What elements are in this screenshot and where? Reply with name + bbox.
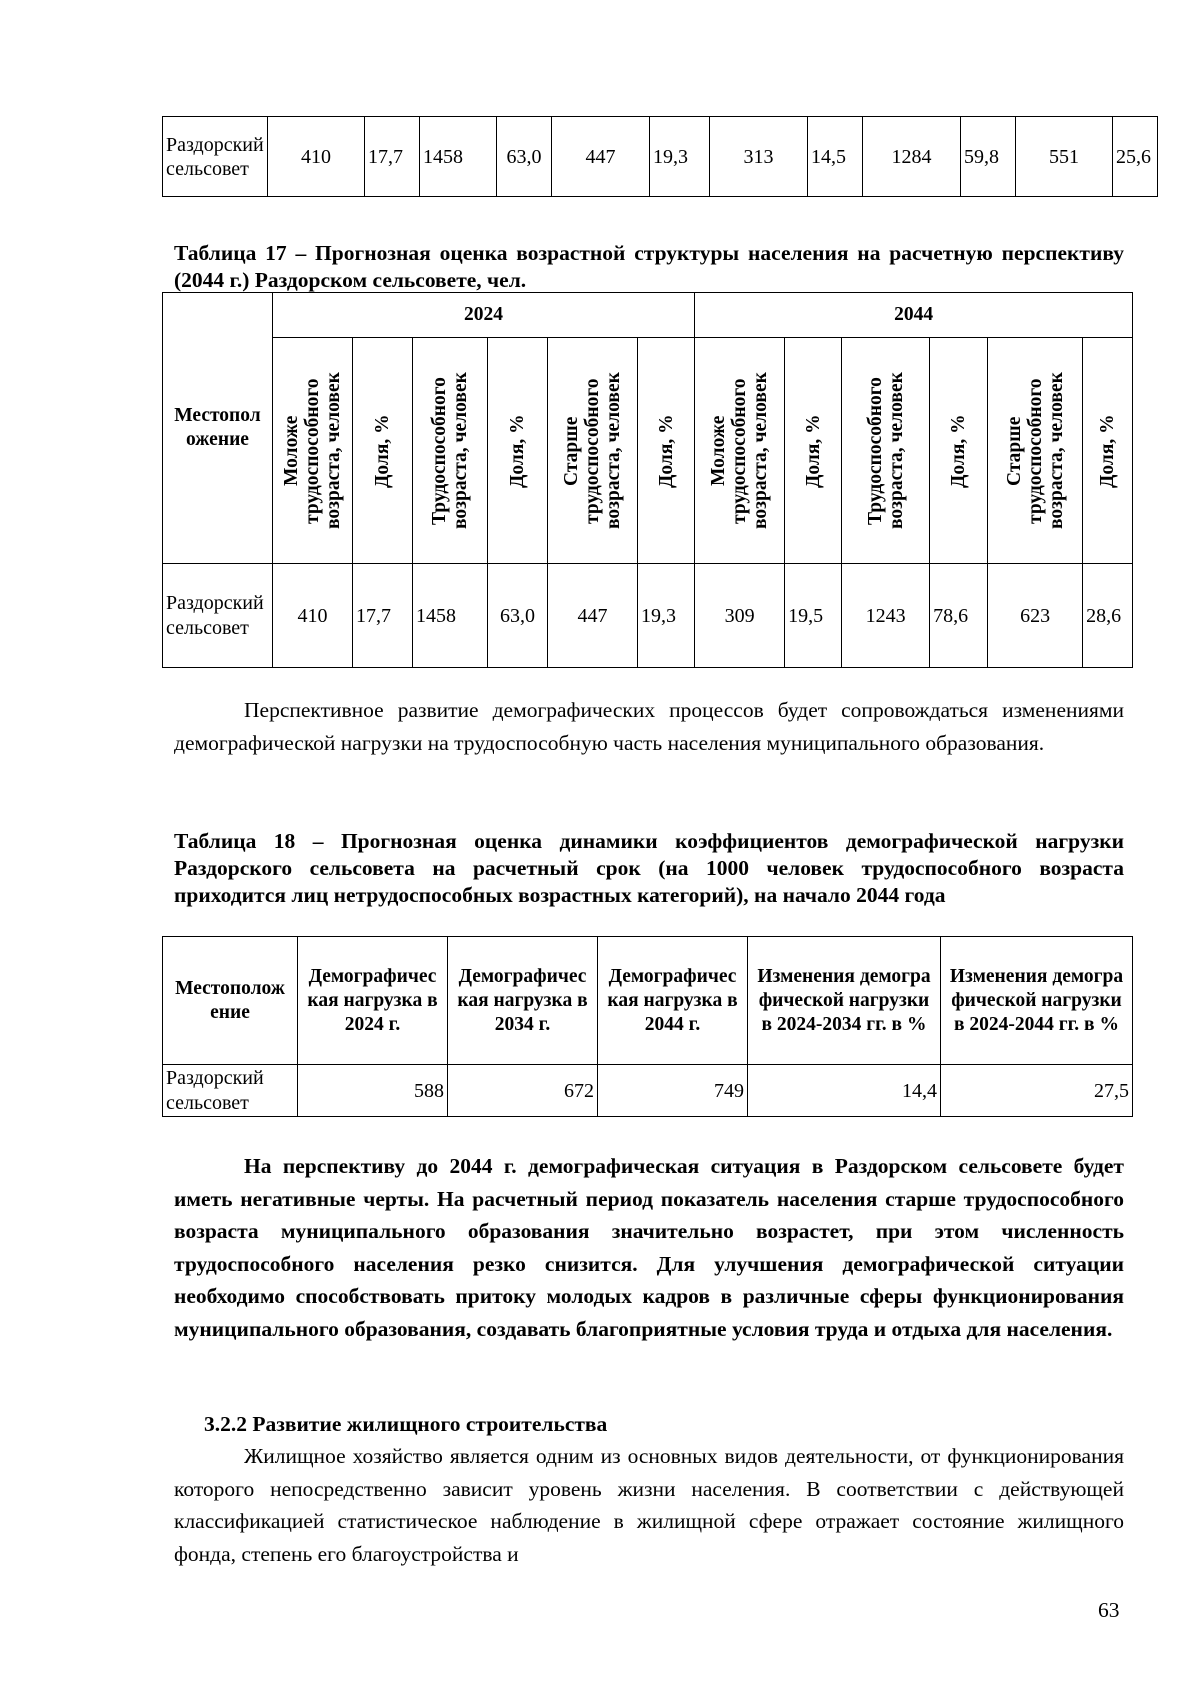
column-header: Старше трудоспособного возраста, человек	[548, 338, 638, 564]
table-cell: 19,3	[650, 117, 710, 197]
year-header: 2024	[273, 293, 695, 338]
table-cell: 447	[552, 117, 650, 197]
column-header: Демографическая нагрузка в 2044 г.	[598, 937, 748, 1065]
table-cell: 1458	[413, 564, 488, 668]
column-header: Моложе трудоспособного возраста, человек	[273, 338, 353, 564]
table-cell: 672	[448, 1065, 598, 1117]
table-cell: 551	[1016, 117, 1113, 197]
table-cell: 59,8	[961, 117, 1016, 197]
column-header: Доля, %	[488, 338, 548, 564]
table-cell: 28,6	[1083, 564, 1133, 668]
table-cell: 410	[273, 564, 353, 668]
table18	[162, 936, 1133, 1117]
column-header: Доля, %	[785, 338, 842, 564]
column-header: Трудоспособного возраста, человек	[842, 338, 930, 564]
top-table	[162, 116, 1158, 197]
column-header: Изменения демографической нагрузки в 2024-2034 гг. в %	[748, 937, 941, 1065]
table-cell: 309	[695, 564, 785, 668]
table-cell: 19,3	[638, 564, 695, 668]
table-cell: 1243	[842, 564, 930, 668]
table17-caption: Таблица 17 – Прогнозная оценка возрастной структуры населения на расчетную перспективу (2044 г.) Раздорском сельсовете, чел.	[174, 241, 1124, 292]
column-header: Моложе трудоспособного возраста, человек	[695, 338, 785, 564]
table-cell: 17,7	[365, 117, 420, 197]
table-cell: 410	[268, 117, 365, 197]
page-number: 63	[1098, 1598, 1120, 1622]
location-header: Местоположение	[163, 293, 273, 564]
table-cell: 623	[988, 564, 1083, 668]
row-label: Раздорский сельсовет	[163, 1065, 298, 1117]
table-cell: 14,4	[748, 1065, 941, 1117]
table-cell: 447	[548, 564, 638, 668]
table-cell: 1458	[420, 117, 497, 197]
column-header: Изменения демографической нагрузки в 2024-2044 гг. в %	[941, 937, 1133, 1065]
year-header: 2044	[695, 293, 1133, 338]
table-cell: 313	[710, 117, 808, 197]
column-header: Доля, %	[930, 338, 988, 564]
table-cell: 19,5	[785, 564, 842, 668]
column-header: Местоположение	[163, 937, 298, 1065]
column-header: Доля, %	[353, 338, 413, 564]
column-header: Доля, %	[1083, 338, 1133, 564]
table-cell: 17,7	[353, 564, 413, 668]
column-header: Трудоспособного возраста, человек	[413, 338, 488, 564]
column-header: Демографическая нагрузка в 2034 г.	[448, 937, 598, 1065]
column-header: Демографическая нагрузка в 2024 г.	[298, 937, 448, 1065]
table-cell: 25,6	[1113, 117, 1158, 197]
section-heading: 3.2.2 Развитие жилищного строительства	[204, 1412, 608, 1436]
row-label: Раздорский сельсовет	[163, 564, 273, 668]
table-cell: 1284	[863, 117, 961, 197]
table-cell: 63,0	[488, 564, 548, 668]
table17	[162, 292, 1133, 668]
table-cell: 27,5	[941, 1065, 1133, 1117]
table-cell: 63,0	[497, 117, 552, 197]
table-cell: 14,5	[808, 117, 863, 197]
table-cell: 588	[298, 1065, 448, 1117]
table18-caption: Таблица 18 – Прогнозная оценка динамики коэффициентов демографической нагрузки Раздорского сельсовета на расчетный срок (на 1000 человек трудоспособного возраста приходится лиц нетрудоспособных возрастных категорий), на начало 2044 года	[174, 829, 1124, 907]
table-cell: 78,6	[930, 564, 988, 668]
table-cell: 749	[598, 1065, 748, 1117]
column-header: Старше трудоспособного возраста, человек	[988, 338, 1083, 564]
paragraph: Перспективное развитие демографических процессов будет сопровождаться изменениями демографической нагрузки на трудоспособную часть населения муниципального образования.	[174, 698, 1124, 755]
paragraph: Жилищное хозяйство является одним из основных видов деятельности, от функционирования которого непосредственно зависит уровень жизни населения. В соответствии с действующей классификацией статистическое наблюдение в жилищной сфере отражает состояние жилищного фонда, степень его благоустройства и	[174, 1444, 1124, 1566]
column-header: Доля, %	[638, 338, 695, 564]
bold-paragraph: На перспективу до 2044 г. демографическая ситуация в Раздорском сельсовете будет иметь негативные черты. На расчетный период показатель населения старше трудоспособного возраста муниципального образования значительно возрастет, при этом численность трудоспособного населения резко снизится. Для улучшения демографической ситуации необходимо способствовать притоку молодых кадров в различные сферы функционирования муниципального образования, создавать благоприятные условия труда и отдыха для населения.	[174, 1154, 1124, 1341]
row-label: Раздорский сельсовет	[163, 117, 268, 197]
